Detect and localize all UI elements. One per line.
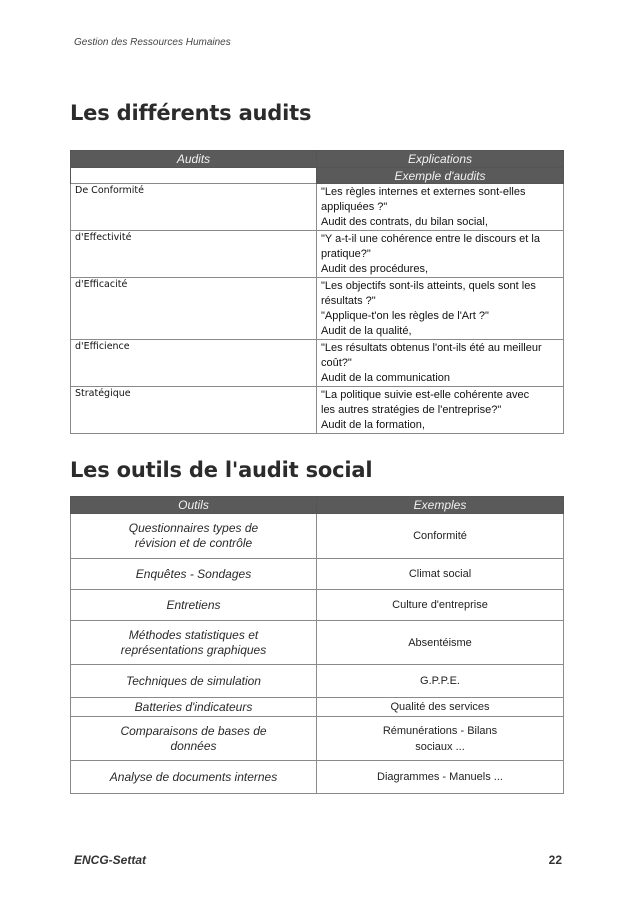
example-cell [317, 621, 564, 665]
column-header-audits: Audits [71, 151, 317, 168]
audit-explanation [317, 231, 564, 278]
tool-line: Entretiens [166, 597, 221, 612]
tool-line: Enquêtes - Sondages [135, 566, 252, 581]
tool-cell [71, 590, 317, 621]
table-row [71, 698, 564, 717]
tool-cell [71, 559, 317, 590]
explanation-line: "Y a-t-il une cohérence entre le discours et la [321, 233, 540, 245]
tool-line: données [170, 738, 217, 753]
example-line: G.P.P.E. [420, 675, 460, 687]
explanation-line: pratique?" [321, 248, 371, 260]
column-header-outils: Outils [71, 497, 317, 514]
example-cell [317, 559, 564, 590]
explanation-line: appliquées ?" [321, 201, 388, 213]
example-cell [317, 761, 564, 794]
tool-line: Questionnaires types de [128, 521, 259, 535]
tool-cell [71, 665, 317, 698]
example-line: Diagrammes - Manuels ... [377, 771, 503, 783]
example-cell [317, 590, 564, 621]
section-title-audits: Les différents audits [70, 101, 312, 125]
table-row [71, 231, 564, 278]
page-number: 22 [548, 853, 562, 867]
tool-cell [71, 698, 317, 717]
example-line: Qualité des services [390, 701, 490, 713]
tool-cell [71, 717, 317, 761]
explanation-line: les autres stratégies de l'entreprise?" [321, 404, 502, 416]
explanation-line: résultats ?" [321, 295, 376, 307]
tool-cell [71, 514, 317, 559]
tool-line: représentations graphiques [120, 642, 267, 657]
example-cell [317, 514, 564, 559]
audit-explanation [317, 278, 564, 340]
tool-line: Batteries d'indicateurs [134, 699, 253, 714]
explanation-line: Audit des contrats, du bilan social, [321, 216, 488, 228]
tool-cell [71, 761, 317, 794]
audit-name: Stratégique [71, 387, 317, 434]
table-row [71, 559, 564, 590]
table-row [71, 621, 564, 665]
explanation-line: "La politique suivie est-elle cohérente avec [321, 389, 530, 401]
table-row [71, 340, 564, 387]
explanation-line: Audit des procédures, [321, 263, 429, 275]
example-line: Climat social [408, 568, 472, 580]
audit-name: d'Effectivité [71, 231, 317, 278]
table-row [71, 665, 564, 698]
explanation-line: "Applique-t'on les règles de l'Art ?" [321, 310, 489, 322]
table-row [71, 514, 564, 559]
audit-explanation [317, 340, 564, 387]
column-header-exemples: Exemples [317, 497, 564, 514]
example-line: Conformité [413, 530, 467, 542]
example-line: Rémunérations - Bilans [382, 724, 498, 737]
audit-name: d'Efficience [71, 340, 317, 387]
explanation-line: "Les objectifs sont-ils atteints, quels sont les [321, 280, 536, 292]
example-cell [317, 665, 564, 698]
explanation-line: Audit de la communication [321, 372, 451, 384]
audit-explanation [317, 184, 564, 231]
page-header: Gestion des Ressources Humaines [74, 37, 231, 48]
explanation-line: Audit de la qualité, [321, 325, 412, 337]
table-row [71, 387, 564, 434]
tools-table [70, 496, 564, 794]
tool-line: Comparaisons de bases de [120, 723, 267, 738]
explanation-line: coût?" [321, 357, 352, 369]
table-row [71, 761, 564, 794]
explanation-line: "Les résultats obtenus l'ont-ils été au meilleur [321, 342, 542, 354]
example-line: sociaux ... [415, 740, 465, 753]
audit-name: De Conformité [71, 184, 317, 231]
column-header-explications: Explications [317, 151, 564, 168]
tool-line: Techniques de simulation [126, 673, 261, 688]
audit-name: d'Efficacité [71, 278, 317, 340]
explanation-line: Audit de la formation, [321, 419, 425, 431]
table-row [71, 717, 564, 761]
tool-line: Analyse de documents internes [109, 769, 278, 784]
table-row [71, 278, 564, 340]
table-row [71, 590, 564, 621]
audit-explanation [317, 387, 564, 434]
example-cell [317, 698, 564, 717]
table-row [71, 184, 564, 231]
example-line: Absentéisme [408, 636, 472, 649]
example-cell [317, 717, 564, 761]
tool-line: révision et de contrôle [134, 536, 253, 550]
audits-table [70, 150, 564, 434]
explanation-line: "Les règles internes et externes sont-elles [321, 186, 526, 198]
blank-header-cell [71, 168, 317, 184]
example-line: Culture d'entreprise [392, 599, 488, 611]
tool-cell [71, 621, 317, 665]
column-header-exemple: Exemple d'audits [317, 168, 564, 184]
footer-school: ENCG-Settat [74, 853, 147, 867]
tool-line: Méthodes statistiques et [128, 627, 259, 642]
section-title-outils: Les outils de l'audit social [70, 458, 373, 482]
